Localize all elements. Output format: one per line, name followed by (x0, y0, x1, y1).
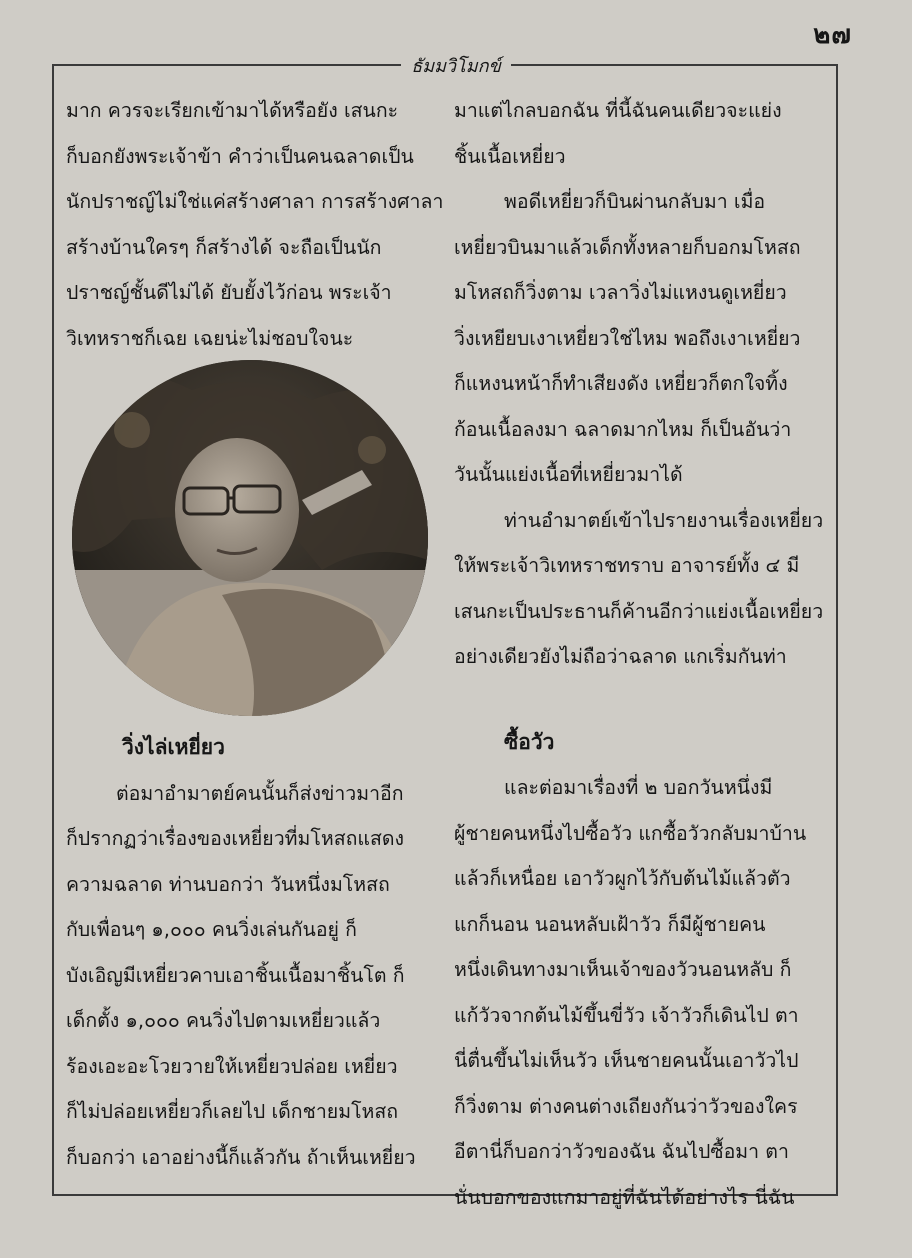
text-line: และต่อมาเรื่องที่ ๒ บอกวันหนึ่งมี (504, 776, 773, 799)
section-heading-hawk: วิ่งไล่เหยี่ยว (122, 735, 225, 759)
text-line: ก็แหงนหน้าก็ทำเสียงดัง เหยี่ยวก็ตกใจทิ้ง (454, 372, 788, 395)
right-column (454, 88, 822, 1220)
text-line: อย่างเดียวยังไม่ถือว่าฉลาด แกเริ่มกันท่า (454, 645, 787, 668)
section-heading-buy-cow: ซื้อวัว (504, 729, 555, 754)
text-line: นักปราชญ์ไม่ใช่แค่สร้างศาลา การสร้างศาลา (66, 190, 444, 213)
text-line: ความฉลาด ท่านบอกว่า วันหนึ่งมโหสถ (66, 872, 390, 896)
text-line: วันนั้นแย่งเนื้อที่เหยี่ยวมาได้ (454, 463, 683, 486)
text-line: ก็บอกยังพระเจ้าข้า คำว่าเป็นคนฉลาดเป็น (66, 144, 414, 168)
text-line: เสนกะเป็นประธานก็ค้านอีกว่าแย่งเนื้อเหยี่ยว (454, 599, 824, 623)
text-line: ก็วิ่งตาม ต่างคนต่างเถียงกันว่าวัวของใคร (454, 1094, 798, 1118)
text-line: แกก็นอน นอนหลับเฝ้าวัว ก็มีผู้ชายคน (454, 912, 766, 936)
running-title (0, 51, 912, 80)
text-line: วิ่งเหยียบเงาเหยี่ยวใช่ไหม พอถึงเงาเหยี่ยว (454, 326, 801, 350)
text-line: ก็ปรากฏว่าเรื่องของเหยี่ยวที่มโหสถแสดง (66, 827, 405, 850)
text-line: มาแต่ไกลบอกฉัน ที่นี้ฉันคนเดียวจะแย่ง (454, 99, 782, 122)
text-line: ปราชญ์ชั้นดีไม่ได้ ยับยั้งไว้ก่อน พระเจ้า (66, 281, 392, 304)
text-line: พอดีเหยี่ยวก็บินผ่านกลับมา เมื่อ (504, 190, 766, 213)
text-line: บังเอิญมีเหยี่ยวคาบเอาชิ้นเนื้อมาชิ้นโต ก็ (66, 963, 405, 987)
monk-portrait-photo (72, 360, 428, 716)
text-line: ชิ้นเนื้อเหยี่ยว (454, 144, 566, 168)
text-line: ท่านอำมาตย์เข้าไปรายงานเรื่องเหยี่ยว (504, 508, 824, 532)
text-line: เหยี่ยวบินมาแล้วเด็กทั้งหลายก็บอกมโหสถ (454, 235, 801, 259)
text-line: ให้พระเจ้าวิเทหราชทราบ อาจารย์ทั้ง ๔ มี (454, 554, 800, 577)
page-number: ๒๗ (813, 20, 852, 50)
text-line: แก้วัวจากต้นไม้ขึ้นขี่วัว เจ้าวัวก็เดินไป ตา (454, 1003, 799, 1027)
text-line: มาก ควรจะเรียกเข้ามาได้หรือยัง เสนกะ (66, 99, 399, 122)
text-line: เด็กตั้ง ๑,๐๐๐ คนวิ่งไปตามเหยี่ยวแล้ว (66, 1009, 381, 1032)
section-spacer (454, 680, 822, 720)
text-line: หนึ่งเดินทางมาเห็นเจ้าของวัวนอนหลับ ก็ (454, 958, 792, 981)
text-line: ร้องเอะอะโวยวายให้เหยี่ยวปล่อย เหยี่ยว (66, 1054, 398, 1078)
text-line: วิเทหราชก็เฉย เฉยน่ะไม่ชอบใจนะ (66, 326, 354, 350)
text-line: ก็ไม่ปล่อยเหยี่ยวก็เลยไป เด็กชายมโหสถ (66, 1100, 399, 1123)
text-line: นี่ตื่นขึ้นไม่เห็นวัว เห็นชายคนนั้นเอาวัวไป (454, 1049, 799, 1072)
text-line: กับเพื่อนๆ ๑,๐๐๐ คนวิ่งเล่นกันอยู่ ก็ (66, 918, 357, 941)
monk-portrait-image (72, 360, 428, 716)
text-line: ต่อมาอำมาตย์คนนั้นก็ส่งข่าวมาอีก (116, 781, 404, 805)
running-title-text: ธัมมวิโมกข์ (401, 51, 511, 80)
text-line: อีตานี่ก็บอกว่าวัวของฉัน ฉันไปซื้อมา ตา (454, 1140, 789, 1163)
text-line: นั่นบอกของแกมาอยู่ที่ฉันได้อย่างไร นี่ฉัน (454, 1185, 795, 1209)
text-line: สร้างบ้านใครๆ ก็สร้างได้ จะถือเป็นนัก (66, 235, 382, 259)
text-line: แล้วก็เหนื่อย เอาวัวผูกไว้กับต้นไม้แล้วตัว (454, 867, 791, 890)
text-line: มโหสถก็วิ่งตาม เวลาวิ่งไม่แหงนดูเหยี่ยว (454, 281, 787, 304)
text-line: ผู้ชายคนหนึ่งไปซื้อวัว แกซื้อวัวกลับมาบ้าน (454, 821, 807, 845)
text-line: ก็บอกว่า เอาอย่างนี้ก็แล้วกัน ถ้าเห็นเหยี่ยว (66, 1145, 416, 1169)
text-line: ก้อนเนื้อลงมา ฉลาดมากไหม ก็เป็นอันว่า (454, 417, 792, 441)
